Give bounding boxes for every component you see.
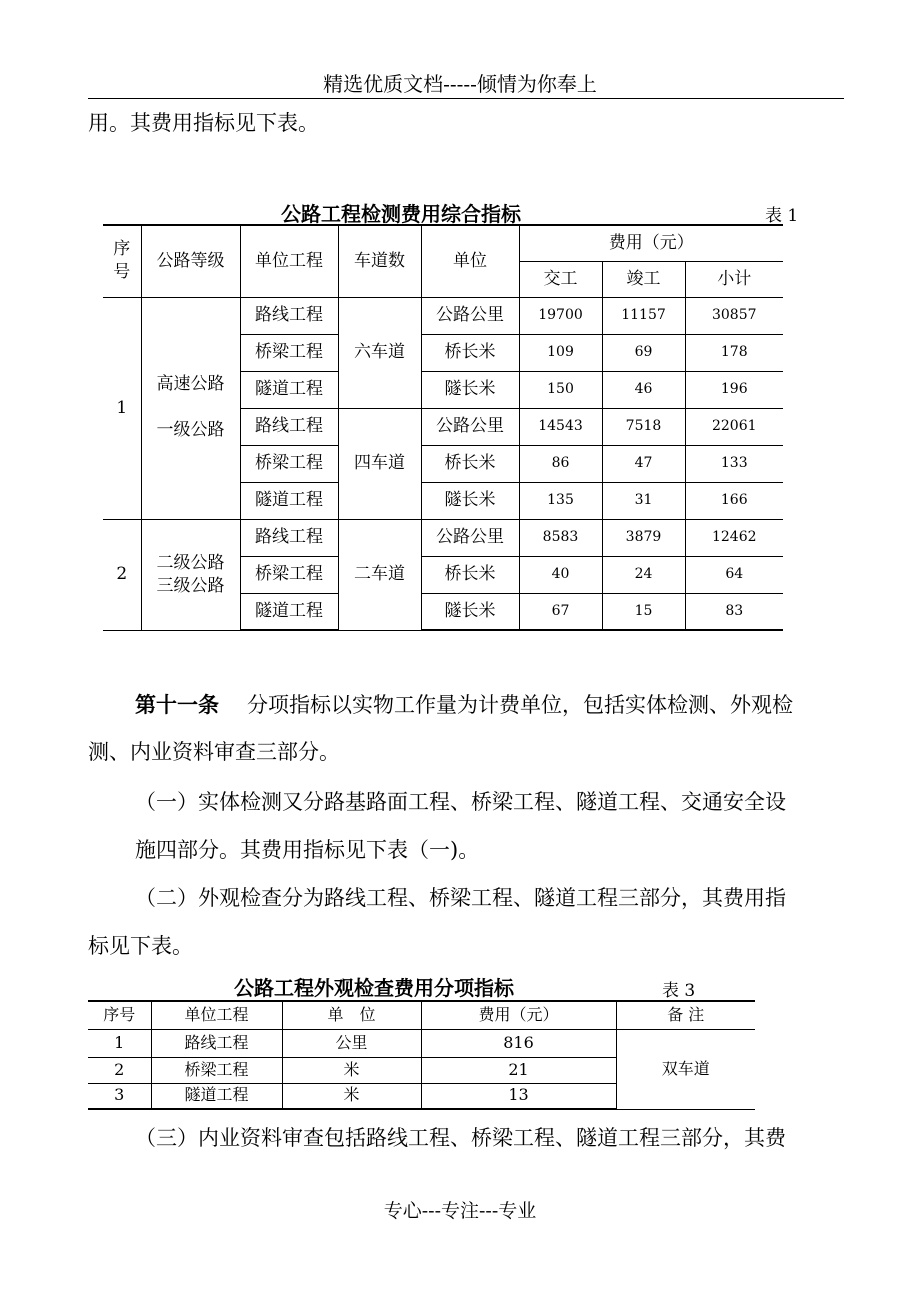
article11-text: 分项指标以实物工作量为计费单位，包括实体检测、外观检 [247,693,793,717]
table1-subtotal-cell: 22061 [685,408,783,445]
table3-header-seq: 序号 [88,1001,151,1029]
item1-line1: （一）实体检测又分路基路面工程、桥梁工程、隧道工程、交通安全设 [135,790,786,814]
table1-handover-cell: 135 [519,482,602,519]
table1-subtotal-cell: 166 [685,482,783,519]
table1-handover-cell: 86 [519,445,602,482]
table1-completion-cell: 3879 [602,519,685,556]
table1-unit-cell: 公路公里 [421,519,519,556]
table3-seq-cell: 1 [88,1029,151,1057]
table1-unit-cell: 公路公里 [421,297,519,334]
table1-project-cell: 路线工程 [240,408,338,445]
table1-handover-cell: 150 [519,371,602,408]
table1-project-cell: 路线工程 [240,519,338,556]
table3-cost-cell: 816 [421,1029,616,1057]
table1-tag: 表 1 [765,206,799,226]
table3-cost-cell: 13 [421,1083,616,1109]
table1-unit-cell: 桥长米 [421,445,519,482]
table1-grade-line2: 三级公路 [156,575,225,596]
table3-seq-cell: 2 [88,1057,151,1083]
table1-project-cell: 隧道工程 [240,482,338,519]
table3-title: 公路工程外观检查费用分项指标 [234,976,514,1000]
table1-project-cell: 桥梁工程 [240,556,338,593]
table1-lanes-cell: 四车道 [338,408,421,519]
header-rule [88,98,844,99]
table1-grade-cell [141,519,240,630]
table1-subtotal-cell: 196 [685,371,783,408]
table1-header-unit: 单位 [421,225,519,297]
table1-subtotal-cell: 133 [685,445,783,482]
table3-note-cell: 双车道 [616,1029,755,1109]
table3-unit-cell: 米 [282,1057,421,1083]
table3-project-cell: 隧道工程 [151,1083,282,1109]
table1-header-seq: 序号 [103,225,141,297]
table1-unit-cell: 桥长米 [421,334,519,371]
article11-line1 [135,694,793,716]
table1-subtotal-cell: 178 [685,334,783,371]
table1-header-cost: 费用（元） [519,225,783,261]
table1-handover-cell: 14543 [519,408,602,445]
table1-lanes-cell: 六车道 [338,297,421,408]
table1-project-cell: 桥梁工程 [240,445,338,482]
table1-header-lanes: 车道数 [338,225,421,297]
article11-label: 第十一条 [135,692,219,717]
table1-unit-cell: 公路公里 [421,408,519,445]
table3-unit-cell: 米 [282,1083,421,1109]
table1-title: 公路工程检测费用综合指标 [281,202,521,226]
page-footer: 专心---专注---专业 [383,1200,537,1222]
table1-handover-cell: 40 [519,556,602,593]
table1-unit-cell: 隧长米 [421,593,519,630]
table3-seq-cell: 3 [88,1083,151,1109]
table1-unit-cell: 隧长米 [421,371,519,408]
item2-line2: 标见下表。 [88,934,193,958]
table3-project-cell: 路线工程 [151,1029,282,1057]
table1-handover-cell: 109 [519,334,602,371]
table1-handover-cell: 67 [519,593,602,630]
table1-completion-cell: 47 [602,445,685,482]
table1-header-unit-project: 单位工程 [240,225,338,297]
table1-grade-line1: 高速公路 [156,374,225,395]
table1-seq-cell: 2 [103,519,141,630]
intro-line: 用。其费用指标见下表。 [88,111,319,135]
table1-subtotal-cell: 12462 [685,519,783,556]
table3-cost-cell: 21 [421,1057,616,1083]
table3-header-unit-project: 单位工程 [151,1001,282,1029]
table1-project-cell: 隧道工程 [240,371,338,408]
item3-line1: （三）内业资料审查包括路线工程、桥梁工程、隧道工程三部分，其费 [135,1126,786,1150]
table1-completion-cell: 24 [602,556,685,593]
item1-line2: 施四部分。其费用指标见下表（一)。 [135,838,480,862]
table1-subtotal-cell: 64 [685,556,783,593]
table1-handover-cell: 8583 [519,519,602,556]
table3-unit-cell: 公里 [282,1029,421,1057]
table1-completion-cell: 7518 [602,408,685,445]
table1-grade-line1: 二级公路 [156,553,225,574]
table1 [103,224,783,631]
table1-completion-cell: 69 [602,334,685,371]
table3-header-unit: 单 位 [282,1001,421,1029]
table1-completion-cell: 15 [602,593,685,630]
table1-subtotal-cell: 30857 [685,297,783,334]
table1-grade-cell [141,297,240,519]
item2-line1: （二）外观检查分为路线工程、桥梁工程、隧道工程三部分，其费用指 [135,886,786,910]
table1-header-subtotal: 小计 [685,261,783,297]
table1-project-cell: 隧道工程 [240,593,338,630]
table1-completion-cell: 31 [602,482,685,519]
article11-line2: 测、内业资料审查三部分。 [88,740,340,764]
table1-subtotal-cell: 83 [685,593,783,630]
page-header: 精选优质文档-----倾情为你奉上 [323,72,597,96]
table1-grade-line2: 一级公路 [156,420,225,440]
table1-completion-cell: 11157 [602,297,685,334]
table3-tag: 表 3 [662,981,696,1001]
table1-completion-cell: 46 [602,371,685,408]
table1-unit-cell: 隧长米 [421,482,519,519]
table3-header-note: 备 注 [616,1001,755,1029]
table1-lanes-cell: 二车道 [338,519,421,630]
table3 [88,1000,755,1110]
table3-project-cell: 桥梁工程 [151,1057,282,1083]
table1-project-cell: 路线工程 [240,297,338,334]
table3-header-cost: 费用（元） [421,1001,616,1029]
table1-project-cell: 桥梁工程 [240,334,338,371]
table1-header-grade: 公路等级 [141,225,240,297]
table1-handover-cell: 19700 [519,297,602,334]
table1-header-handover: 交工 [519,261,602,297]
table1-seq-cell: 1 [103,297,141,519]
table1-header-completion: 竣工 [602,261,685,297]
table1-unit-cell: 桥长米 [421,556,519,593]
